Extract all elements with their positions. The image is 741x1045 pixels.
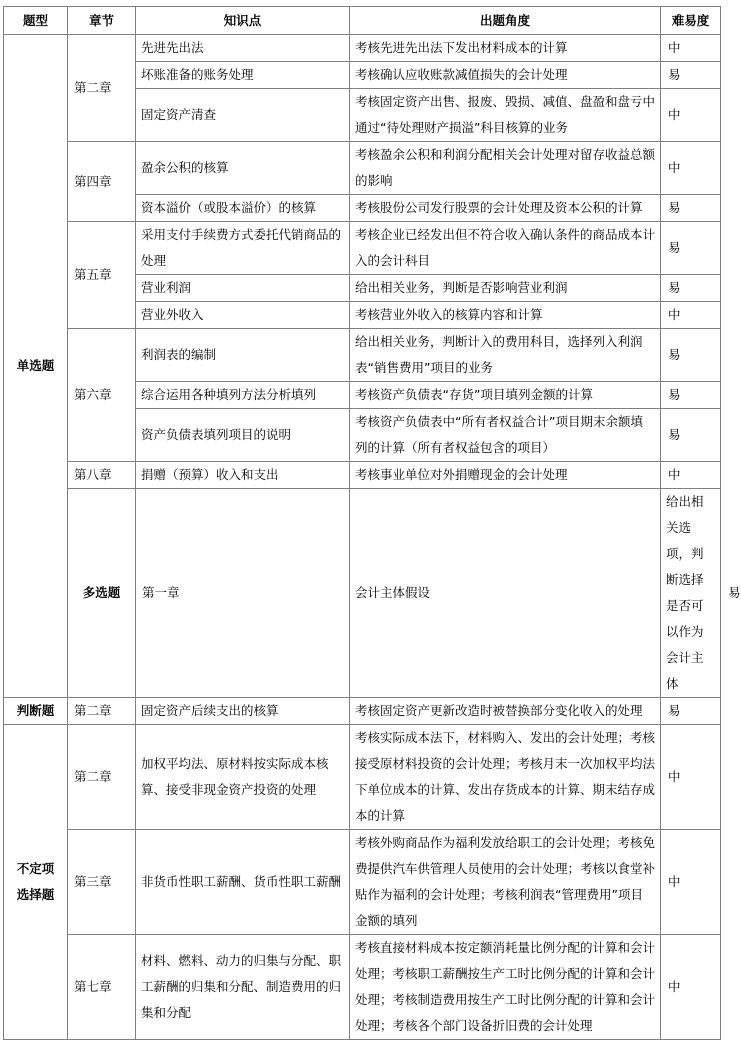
header-difficulty: 难易度 bbox=[661, 7, 721, 35]
question-type-cell: 多选题 bbox=[68, 489, 136, 698]
angle-cell: 考核营业外收入的核算内容和计算 bbox=[350, 302, 661, 329]
difficulty-cell: 易 bbox=[661, 62, 721, 89]
table-row bbox=[4, 142, 721, 195]
table-row bbox=[4, 935, 721, 1040]
angle-cell: 考核资产负债表“存货”项目填列金额的计算 bbox=[350, 382, 661, 409]
table-row bbox=[4, 462, 721, 489]
knowledge-cell: 捐赠（预算）收入和支出 bbox=[136, 462, 350, 489]
difficulty-cell: 易 bbox=[661, 409, 721, 462]
knowledge-cell: 资本溢价（或股本溢价）的核算 bbox=[136, 195, 350, 222]
chapter-cell: 第八章 bbox=[68, 462, 136, 489]
question-type-cell: 不定项选择题 bbox=[4, 725, 68, 1040]
difficulty-cell: 易 bbox=[661, 195, 721, 222]
difficulty-cell: 中 bbox=[661, 935, 721, 1040]
difficulty-cell: 易 bbox=[661, 275, 721, 302]
difficulty-cell: 中 bbox=[661, 142, 721, 195]
knowledge-cell: 利润表的编制 bbox=[136, 329, 350, 382]
angle-cell: 考核确认应收账款减值损失的会计处理 bbox=[350, 62, 661, 89]
table-row bbox=[4, 725, 721, 830]
difficulty-cell: 中 bbox=[661, 462, 721, 489]
question-type-cell: 判断题 bbox=[4, 698, 68, 725]
knowledge-cell: 会计主体假设 bbox=[350, 489, 661, 698]
difficulty-cell: 中 bbox=[661, 35, 721, 62]
difficulty-cell: 中 bbox=[661, 89, 721, 142]
table-row: 多选题 第一章 会计主体假设 给出相关选项，判断选择是否可以作为会计主体 易 bbox=[4, 489, 721, 698]
angle-cell: 考核事业单位对外捐赠现金的会计处理 bbox=[350, 462, 661, 489]
knowledge-cell: 先进先出法 bbox=[136, 35, 350, 62]
angle-cell: 给出相关业务，判断计入的费用科目，选择列入利润表“销售费用”项目的业务 bbox=[350, 329, 661, 382]
chapter-cell: 第三章 bbox=[68, 830, 136, 935]
angle-cell: 考核先进先出法下发出材料成本的计算 bbox=[350, 35, 661, 62]
angle-cell: 考核固定资产出售、报废、毁损、减值、盘盈和盘亏中通过“待处理财产损溢”科目核算的业务 bbox=[350, 89, 661, 142]
angle-cell: 考核固定资产更新改造时被替换部分变化收入的处理 bbox=[350, 698, 661, 725]
difficulty-cell: 易 bbox=[661, 329, 721, 382]
chapter-cell: 第一章 bbox=[136, 489, 350, 698]
knowledge-cell: 采用支付手续费方式委托代销商品的处理 bbox=[136, 222, 350, 275]
knowledge-cell: 综合运用各种填列方法分析填列 bbox=[136, 382, 350, 409]
knowledge-cell: 材料、燃料、动力的归集与分配、职工薪酬的归集和分配、制造费用的归集和分配 bbox=[136, 935, 350, 1040]
table-row bbox=[4, 698, 721, 725]
angle-cell: 考核股份公司发行股票的会计处理及资本公积的计算 bbox=[350, 195, 661, 222]
knowledge-cell: 非货币性职工薪酬、货币性职工薪酬 bbox=[136, 830, 350, 935]
knowledge-cell: 固定资产清查 bbox=[136, 89, 350, 142]
difficulty-cell: 易 bbox=[661, 382, 721, 409]
angle-cell: 考核盈余公积和利润分配相关会计处理对留存收益总额的影响 bbox=[350, 142, 661, 195]
knowledge-cell: 固定资产后续支出的核算 bbox=[136, 698, 350, 725]
difficulty-cell: 中 bbox=[661, 830, 721, 935]
knowledge-cell: 营业外收入 bbox=[136, 302, 350, 329]
table-row bbox=[4, 830, 721, 935]
chapter-cell: 第二章 bbox=[68, 725, 136, 830]
chapter-cell: 第七章 bbox=[68, 935, 136, 1040]
difficulty-cell: 易 bbox=[661, 698, 721, 725]
angle-cell: 给出相关选项，判断选择是否可以作为会计主体 bbox=[661, 489, 721, 698]
angle-cell: 考核外购商品作为福利发放给职工的会计处理；考核免费提供汽车供管理人员使用的会计处理；考核以食堂补贴作为福利的会计处理；考核利润表“管理费用”项目金额的填列 bbox=[350, 830, 661, 935]
knowledge-cell: 盈余公积的核算 bbox=[136, 142, 350, 195]
knowledge-cell: 坏账准备的账务处理 bbox=[136, 62, 350, 89]
knowledge-cell: 资产负债表填列项目的说明 bbox=[136, 409, 350, 462]
header-row bbox=[4, 7, 721, 35]
header-chapter: 章节 bbox=[68, 7, 136, 35]
chapter-cell: 第二章 bbox=[68, 35, 136, 142]
table-row bbox=[4, 222, 721, 275]
question-type-cell: 单选题 bbox=[4, 35, 68, 698]
angle-cell: 考核实际成本法下，材料购入、发出的会计处理；考核接受原材料投资的会计处理；考核月末一次加权平均法下单位成本的计算、发出存货成本的计算、期末结存成本的计算 bbox=[350, 725, 661, 830]
angle-cell: 给出相关业务，判断是否影响营业利润 bbox=[350, 275, 661, 302]
angle-cell: 考核企业已经发出但不符合收入确认条件的商品成本计入的会计科目 bbox=[350, 222, 661, 275]
header-type: 题型 bbox=[4, 7, 68, 35]
exam-analysis-table bbox=[3, 6, 741, 1040]
chapter-cell: 第四章 bbox=[68, 142, 136, 222]
knowledge-cell: 营业利润 bbox=[136, 275, 350, 302]
knowledge-cell: 加权平均法、原材料按实际成本核算、接受非现金资产投资的处理 bbox=[136, 725, 350, 830]
chapter-cell: 第二章 bbox=[68, 698, 136, 725]
difficulty-cell: 中 bbox=[661, 302, 721, 329]
angle-cell: 考核直接材料成本按定额消耗量比例分配的计算和会计处理；考核职工薪酬按生产工时比例分配的计算和会计处理；考核制造费用按生产工时比例分配的计算和会计处理；考核各个部门设备折旧费的会计处理 bbox=[350, 935, 661, 1040]
chapter-cell: 第六章 bbox=[68, 329, 136, 462]
chapter-cell: 第五章 bbox=[68, 222, 136, 329]
table-row bbox=[4, 35, 721, 62]
difficulty-cell: 中 bbox=[661, 725, 721, 830]
table-row bbox=[4, 329, 721, 382]
angle-cell: 考核资产负债表中“所有者权益合计”项目期末余额填列的计算（所有者权益包含的项目） bbox=[350, 409, 661, 462]
header-knowledge: 知识点 bbox=[136, 7, 350, 35]
difficulty-cell: 易 bbox=[661, 222, 721, 275]
header-angle: 出题角度 bbox=[350, 7, 661, 35]
